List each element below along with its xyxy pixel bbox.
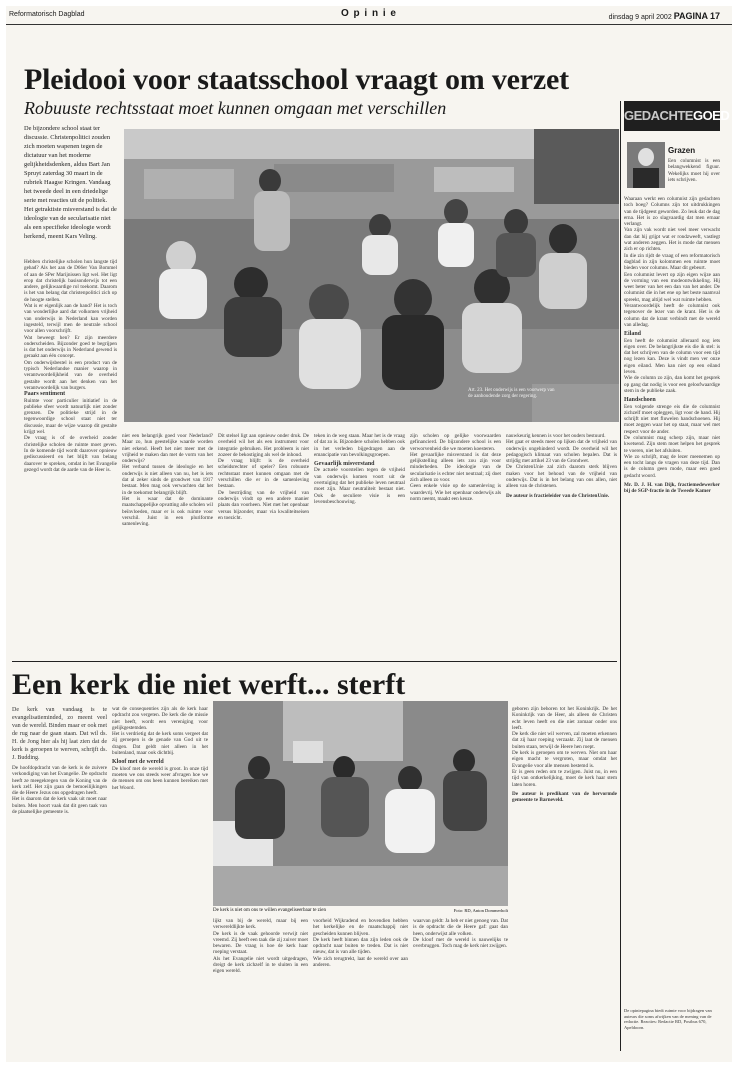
- article-2-headline: Een kerk die niet werft... sterft: [12, 668, 406, 701]
- article-1-subheadline: Robuuste rechtsstaat moet kunnen omgaan met verschillen: [24, 98, 447, 118]
- article-2-col-4: voorheid Wijkradend en bovendien hebben het kerkelijke en de maatschappij niet gescheiden kunnen blijven. De kerk heeft binnen dan zijn leden ook de opdracht naar buiten te treden. Dat is niet nieuw, dat is van alle tijden. Wie zich terugtrekt, laat de wereld over aan anderen.: [313, 918, 408, 969]
- section-title: O p i n i e: [340, 8, 397, 19]
- column-author: Mr. D. J. H. van Dijk, fractiemedewerker bij de SGP-fractie in de Tweede Kamer: [624, 482, 720, 495]
- article-1-intro: De bijzondere school staat ter discussie. Christenpolitici zouden zich moeten wapenen tegen de dictatuur van het moderne gelijkheidsdenken, aldus Bart Jan Spruyt zaterdag 30 maart in de rubriek Haagse Kringen. Vandaag het tweede deel in een driedelige serie met reacties uit de politiek. Het getraktiste misverstand is dat de ideologie van de secularisatie niet als een specifieke ideologie wordt herkend, meent Kars Veling.: [24, 125, 117, 240]
- date-page: dinsdag 9 april 2002 PAGINA 17: [608, 11, 720, 21]
- article-1-col-5: zijn scholen op gelijke voorwaarden gefinancierd. De bijzondere school is een verworvenheid die we moeten koesteren. Het gevaarlijke misverstand is dat deze gelijkstelling alleen iets zou zijn voor minderheden. De ideologie van de secularisatie is echter niet neutraal; zij doet zich alleen zo voor. Geen enkele visie op de samenleving is waardevrij. Wie het openbaar onderwijs als norm neemt, maakt een keuze.: [410, 433, 501, 502]
- article-1-col-2: niet een belangrijk goed voor Nederland? Maar zo, hun geestelijke waarde worden niet erkend. Heeft het niet meer met de vrijheid te maken dan met de vorm van het onderwijs? Het verband tussen de ideologie en het onderwijs is niet alleen van nu, het is iets dat al zeker sinds de grondwet van 1917 bestaat. Men mag ook verwachten dat het in de toekomst belangrijk blijft. Het is waar dat de dominante maatschappelijke opvatting alle scholen wil beïnvloeden, maar er is ook ruimte voor verschil. Juist in een pluriforme samenleving.: [122, 433, 213, 528]
- article-2-col-1: De kerk van vandaag is te evangelisatieminded, zo meent veel van de wereld. Binden maar er ook met de rug naar de gaan staan. Dat wil ds. H. de Jong hier als hij laat zien dat de kerk is geroepen te werven, schrijft ds. J. Budding. De hoofdopdracht van de kerk is de zuivere verkondiging van het Evangelie. De opdracht heeft ze meegekregen van de Koning van de kerk zelf. Het zijn gaan de bemoeilijkingen die de Heere Jezus ons opgedragen heeft. Het is daarom dat de kerk vaak uit moet naar buiten. Men hoort vaak dat dit geen taak van de plaatselijke gemeente is.: [12, 707, 107, 816]
- column-intro: Een columnist is een belangwekkend figuur. Wekelijks moet hij over iets schrijven.: [668, 158, 720, 183]
- editorial-note-box: De opiniepagina biedt ruimte voor bijdragen van auteurs die soms afwijken van de mening van de redactie. Reacties: Redactie RD, Postbus 670, Apeldoorn.: [624, 1008, 712, 1030]
- article-1-author: De auteur is fractieleider van de ChristenUnie.: [506, 492, 610, 499]
- article-2-col-3: lijkt van bij de wereld, maar bij een verwereldlijkte kerk. De kerk is de vaak gehoorde verwijt niet vreemd. Zij heeft een taak die zij zuiver moet bewaren. De vraag is hoe de kerk haar roeping verstaat. Als het Evangelie niet wordt uitgedragen, dreigt de kerk zichzelf in te sluiten in een eigen wereld.: [213, 918, 308, 975]
- article-2-photo-caption: De kerk is niet om ons te willen evangeliseerbaar te zien: [213, 908, 327, 913]
- article-2-author: De auteur is predikant van de hervormde gemeente te Barneveld.: [512, 790, 617, 804]
- article-2-col-5: waarvan geldt: Ja heb er niet genoeg van. Dat is de opdracht die de Heere gaf: gaat dan heen, onderwijst alle volken. De kloof met de wereld is nauwelijks te overbruggen. Toch mag de kerk niet zwijgen.: [413, 918, 508, 950]
- article-1-photo-caption: Art. 23. Het onderwijs is een voorwerp van de aanhoudende zorg der regering.: [468, 388, 555, 399]
- article-1-col-6: nauwkeurig kennen is voor het ouders bestuurd. Het gaat er steeds meer op lijken dat de vrijheid van onderwijs ongehinderd wordt. De overheid wil het pedagogisch klimaat van scholen bepalen. Dat is strijdig met artikel 23 van de Grondwet. De ChristenUnie zal zich daarom sterk blijven maken voor het behoud van de vrijheid van onderwijs. Dat is in het belang van ons allen, niet alleen van de christenen. De auteur is fractieleider van de ChristenUnie.: [506, 433, 617, 499]
- article-2-col-2: wat de consequenties zijn als de kerk haar opdracht zou vergeten. De kerk die de missie niet heeft, wordt een vereniging voor gelijkgestemden. Het is verdrietig dat de kerk soms vergeet dat zij geroepen is de genade van God uit te dragen. Dat geldt niet alleen in het buitenland, maar ook dichtbij. Kloof met de wereld De kloof met de wereld is groot. In onze tijd moeten we ons steeds weer afvragen hoe we de mensen om ons heen kunnen bereiken met het Woord.: [112, 706, 208, 791]
- author-portrait: [627, 142, 665, 188]
- page-header: [6, 6, 732, 25]
- article-1-col-3: Dit stelsel ligt aan opnieuw onder druk. De overheid wil het als een instrument voor integratie gebruiken. Het probleem is niet zozeer de bekostiging als wel de inhoud. De vraag blijft: is de overheid scheidsrechter of speler? Een robuuste rechtsstaat moet kunnen omgaan met de verschillen die er in de samenleving bestaan. De bestrijding van de vrijheid van onderwijs vindt op een andere manier plaats dan voorheen. Niet met het openbaar versus bijzonder, maar via kwaliteitseisen en toezicht.: [218, 433, 309, 521]
- column-body: Waaraan werkt een columnist zijn gedachten toch boeg? Columns zijn tot uitdrukkingen van de tijdgeest geworden. Zo leuk dat de dag erna. Het is zo slagvaardig dat men ernaar verlangt. Van zijn vak wordt niet veel meer verwacht dan dat hij grijpt wat er rondzweeft, vastlegt wat anderen zeggen. Het is mode dat mensen zich er op richten. In die zin rijdt de vraag of een reformatorisch dagblad in zijn kolommen een ruimte moet bieden voor columns. Maar dit gebeurt. Een columnist levert op zijn eigen wijze aan de vorming van een modeontwikkeling. Hij weet beter van het een dan van het ander. De columnist die in het ene op het beste naamval spreekt, mag altijd wel wat ruimte hebben. Verantwoordelijk heeft de columnist ook tegenover de lezer van de krant. Het is de column dat de krant verbindt met de wereld van alledag. Eiland Een heeft de columnist alleraard nog iets eigen over. De belangrijkste eis die ik stel: is dat het schrijven van de column voor een tijd nog lezen kan. Deze is vindt men ver onze eigen eiland. Men kan niet op een eiland leven. Wie de column zo zijn, dan komt het gesprek op gang dat nodig is voor een geloofwaardige stem in de publieke zaak. Handschoen Een volgende strenge eis die de columnist zichzelf moet opleggen, ligt voor de hand. Hij schrijft niet met fluwelen handschoenen. Hij moet zeggen waar het op staat, maar wel met respect voor de ander. De columnist mag scherp zijn, maar niet kwetsend. Zijn stem moet helpen het gesprek te voeren, niet het afsluiten. Wie zo schrijft, mag de lezer meenemen op een tocht langs de vragen van deze tijd. Dan is de column geen mode, maar een goed gedacht woord. Mr. D. J. H. van Dijk, fractiemedewerker bij de SGP-fractie in de Tweede Kamer: [624, 196, 720, 495]
- photo-credit: Foto: RD, Anton Dommerholt: [453, 908, 508, 913]
- article-1-headline: Pleidooi voor staatsschool vraagt om verzet: [24, 63, 569, 96]
- classroom-photo: [124, 129, 619, 422]
- column-title: Grazen: [668, 146, 696, 155]
- article-divider: [12, 661, 617, 662]
- newspaper-page: [6, 6, 732, 1062]
- column-divider: [620, 101, 621, 1051]
- article-1-col-4: teken in de weg staan. Maar het is de vraag of dat zo is. Bijzondere scholen hebben ook in het verleden bijgedragen aan de emancipatie van bevolkingsgroepen. Gevaarlijk misverstand De actuele voorstellen tegen de vrijheid van onderwijs komen voort uit de overtuiging dat het publieke leven neutraal moet zijn. Maar neutraliteit bestaat niet. Ook de seculiere visie is een levensbeschouwing.: [314, 433, 405, 505]
- article-2-col-6: geboren zijn behoren tot het Koninkrijk. De het Koninkrijk van de Heer, als alleen de Christen echt leven heeft en die niet zomaar onder ons leeft. De kerk die niet wil werven, zal moeten erkennen dat zij haar roeping verzaakt. Zij laat de mensen buiten staan, terwijl de Heere hen roept. De kerk is geroepen om te werven. Niet om haar eigen macht te vergroten, maar omdat het Evangelie voor alle mensen bestemd is. Er is geen reden om te zwijgen. Juist nu, in een tijd van ontkerkelijking, moet de kerk haar stem laten horen. De auteur is predikant van de hervormde gemeente te Barneveld.: [512, 706, 617, 804]
- column-label: GEDACHTEGOED: [624, 101, 720, 131]
- church-room-photo: [213, 701, 508, 906]
- paper-name: Reformatorisch Dagblad: [9, 11, 85, 18]
- article-1-col-1: Hebben christelijke scholen hun langste tijd gehad? Als het aan de D66er Van Bommel of aan de SPer Marijnissen ligt wel. Het ligt erop dat christelijk basisonderwijs tot een andere, gelijkwaardige rol toekomt. Daarom is het van belang dat christenpolitici zich op de hoogte stellen. Wat is er eigenlijk aan de hand? Het is toch van wonderlijke aard dat volkomen vrijheid van onderwijs in Nederland kan worden ingesteld, terwijl men de neutrale school voor allen voorschrijft. Wat beweegt hen? Er zijn meerdere onderscheiden. Bijzonder goed te begrijpen is dat het onderwijs in Nederland gewend is geraakt aan één concept. Om onderwijsbestel is een product van de typisch Nederlandse manier waarop in verantwoordelijkheid van de overheid gestalte wordt aan het denken van het verantwoordelijk van burgers. Paars sentiment Ruimte voor particulier initiatief in de publieke sfeer wordt natuurlijk niet zonder grenzen. De politieke strijd in de tegenwoordige school staat niet ter discussie, maar de wijze waarop dit gestalte krijgt wel. De vraag is of de overheid zonder christelijke scholen de ruimte moet geven. In de komende tijd wordt daarover opnieuw gediscussieerd en het blijft van belang daarover te spreken, omdat in het Evangelie gezegd wordt dat de aarde van de Heer is.: [24, 259, 117, 473]
